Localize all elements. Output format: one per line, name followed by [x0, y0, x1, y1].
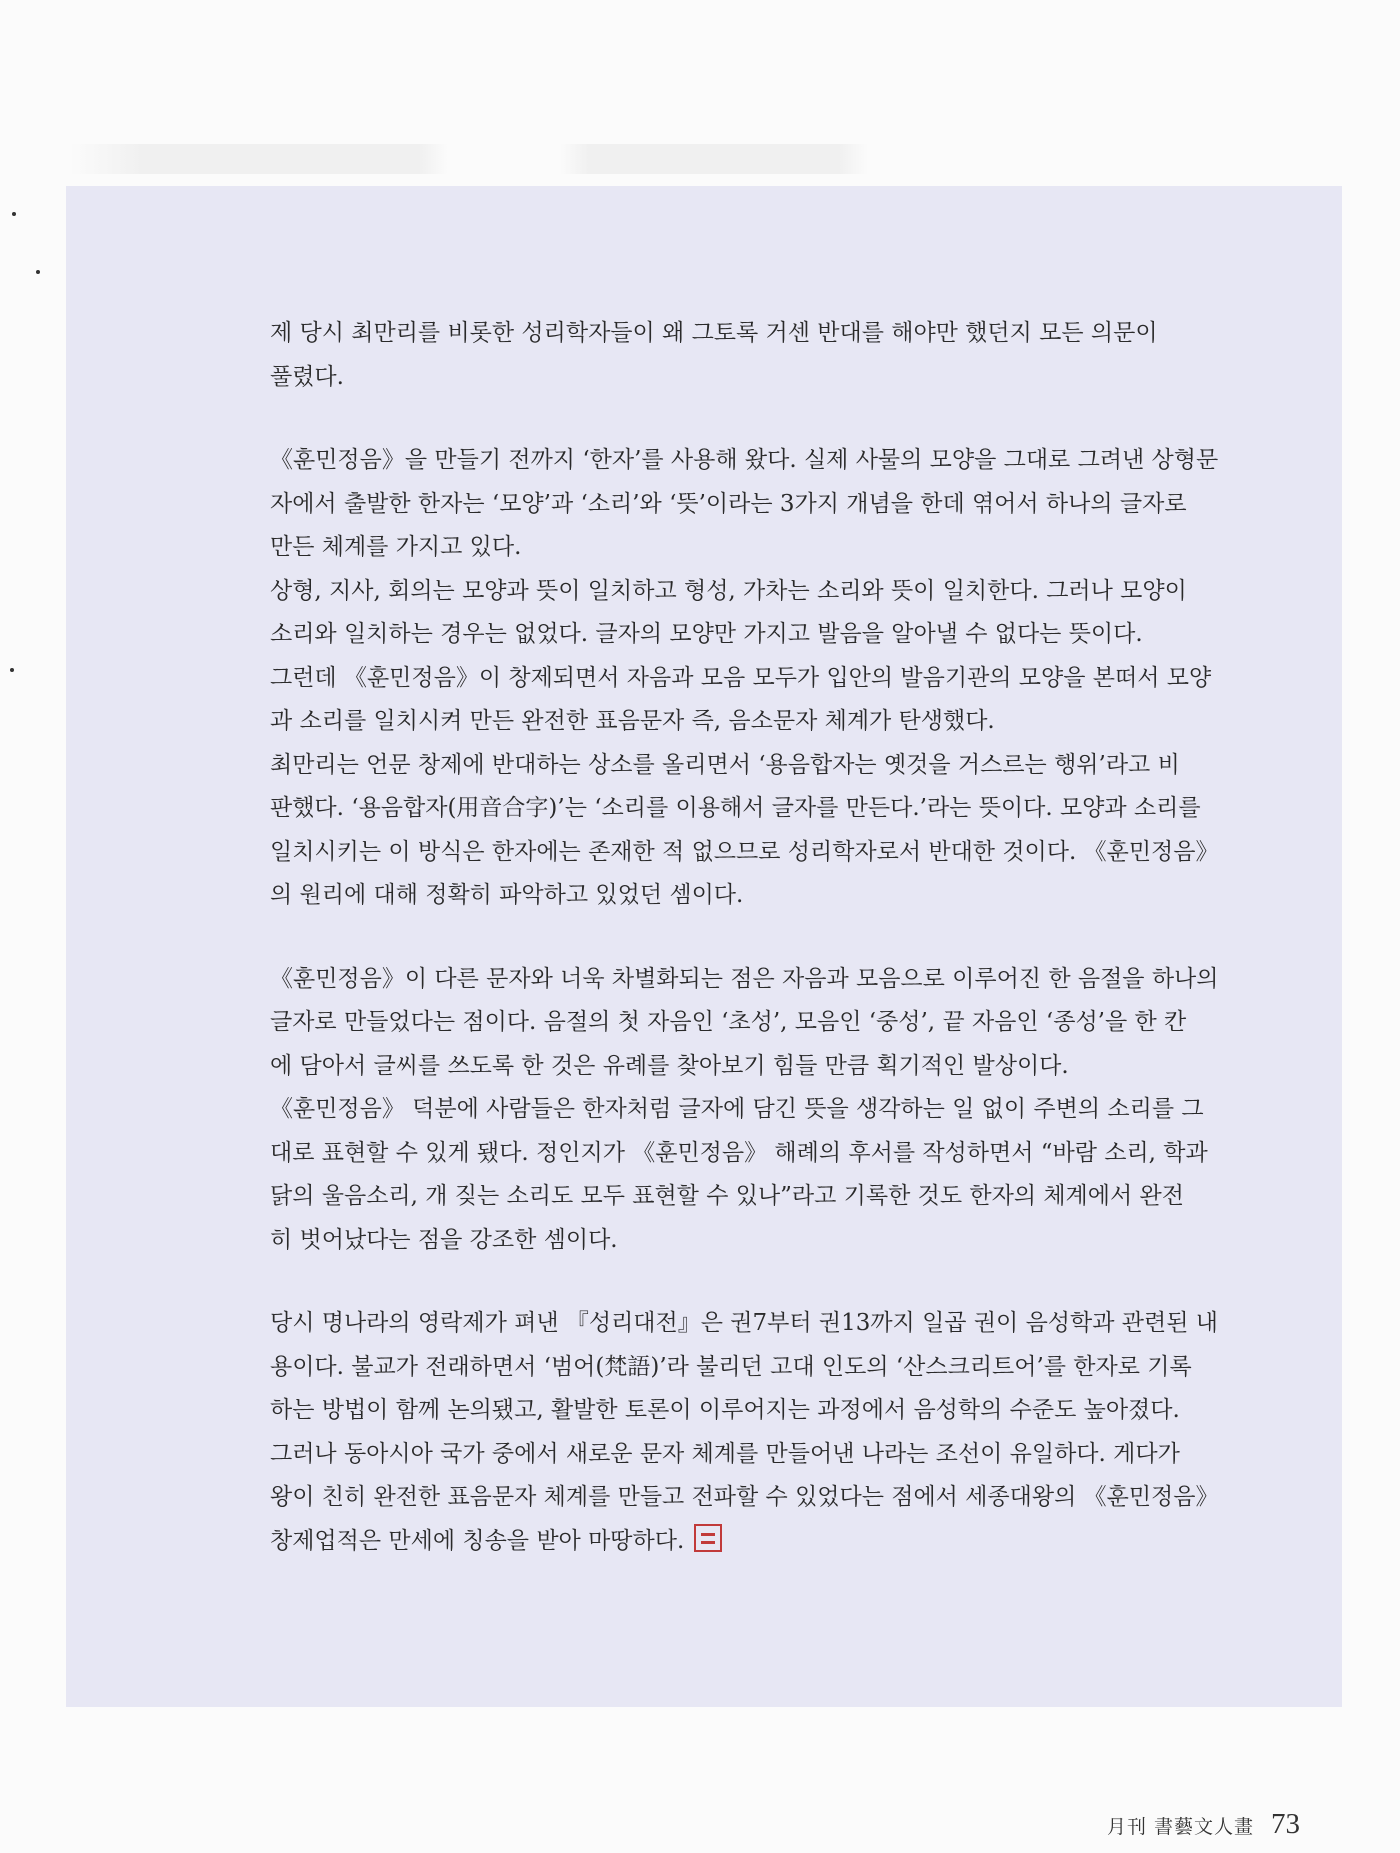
paragraph	[270, 958, 1256, 1263]
margin-mark	[10, 668, 14, 672]
page-number: 73	[1271, 1808, 1300, 1840]
publication-title: 月刊 書藝文人畫	[1106, 1816, 1254, 1838]
margin-mark	[36, 270, 40, 274]
text-line: 용이다. 불교가 전래하면서 ‘범어(梵語)’라 불리던 고대 인도의 ‘산스크리트어’를 한자로 기록	[270, 1353, 1192, 1380]
text-line: 판했다. ‘용음합자(用音合字)’는 ‘소리를 이용해서 글자를 만든다.’라는 뜻이다. 모양과 소리를	[270, 795, 1201, 821]
text-line: 만든 체계를 가지고 있다.	[270, 534, 522, 560]
margin-mark	[12, 212, 16, 216]
text-line: 풀렸다.	[270, 363, 344, 390]
text-line: 대로 표현할 수 있게 됐다. 정인지가 《훈민정음》 해례의 후서를 작성하면서 “바람 소리, 학과	[270, 1139, 1208, 1166]
text-line: 당시 명나라의 영락제가 펴낸 『성리대전』은 권7부터 권13까지 일곱 권이 음성학과 관련된 내	[270, 1310, 1218, 1336]
text-line: 최만리는 언문 창제에 반대하는 상소를 올리면서 ‘용음합자는 옛것을 거스르는 행위’라고 비	[270, 751, 1180, 778]
text-line: 그러나 동아시아 국가 중에서 새로운 문자 체계를 만들어낸 나라는 조선이 유일하다. 게다가	[270, 1440, 1180, 1467]
text-line: 자에서 출발한 한자는 ‘모양’과 ‘소리’와 ‘뜻’이라는 3가지 개념을 한데 엮어서 하나의 글자로	[270, 490, 1187, 517]
page-footer	[1107, 1808, 1300, 1841]
text-line: 히 벗어났다는 점을 강조한 셈이다.	[270, 1226, 618, 1253]
text-line: 그런데 《훈민정음》이 창제되면서 자음과 모음 모두가 입안의 발음기관의 모양을 본떠서 모양	[270, 664, 1212, 691]
article-body	[270, 312, 1256, 1603]
seal-icon	[694, 1524, 722, 1552]
text-line: 일치시키는 이 방식은 한자에는 존재한 적 없으므로 성리학자로서 반대한 것이다. 《훈민정음》	[270, 838, 1219, 865]
text-line: 에 담아서 글씨를 쓰도록 한 것은 유례를 찾아보기 힘들 만큼 획기적인 발상이다.	[270, 1052, 1069, 1079]
paragraph	[270, 312, 1256, 399]
text-line-content: 창제업적은 만세에 칭송을 받아 마땅하다.	[270, 1527, 685, 1554]
text-line: 소리와 일치하는 경우는 없었다. 글자의 모양만 가지고 발음을 알아낼 수 없다는 뜻이다.	[270, 621, 1143, 647]
text-line	[270, 1520, 1256, 1564]
text-line: 닭의 울음소리, 개 짖는 소리도 모두 표현할 수 있나”라고 기록한 것도 한자의 체계에서 완전	[270, 1183, 1184, 1209]
text-line: 《훈민정음》이 다른 문자와 너욱 차별화되는 점은 자음과 모음으로 이루어진 한 음절을 하나의	[270, 965, 1219, 992]
text-line: 글자로 만들었다는 점이다. 음절의 첫 자음인 ‘초성’, 모음인 ‘중성’, 끝 자음인 ‘종성’을 한 칸	[270, 1009, 1187, 1035]
text-line: 《훈민정음》을 만들기 전까지 ‘한자’를 사용해 왔다. 실제 사물의 모양을 그대로 그려낸 상형문	[270, 447, 1219, 473]
text-line: 왕이 친히 완전한 표음문자 체계를 만들고 전파할 수 있었다는 점에서 세종대왕의 《훈민정음》	[270, 1484, 1219, 1510]
paragraph	[270, 1302, 1256, 1563]
text-line: 의 원리에 대해 정확히 파악하고 있었던 셈이다.	[270, 882, 744, 908]
text-line: 하는 방법이 함께 논의됐고, 활발한 토론이 이루어지는 과정에서 음성학의 수준도 높아졌다.	[270, 1397, 1180, 1423]
text-line: 상형, 지사, 회의는 모양과 뜻이 일치하고 형성, 가차는 소리와 뜻이 일치한다. 그러나 모양이	[270, 577, 1187, 604]
text-line: 제 당시 최만리를 비롯한 성리학자들이 왜 그토록 거센 반대를 해야만 했던지 모든 의문이	[270, 320, 1158, 346]
show-through-heading	[0, 144, 1400, 174]
text-line: 과 소리를 일치시켜 만든 완전한 표음문자 즉, 음소문자 체계가 탄생했다.	[270, 708, 995, 734]
text-line: 《훈민정음》 덕분에 사람들은 한자처럼 글자에 담긴 뜻을 생각하는 일 없이 주변의 소리를 그	[270, 1096, 1204, 1122]
paragraph	[270, 439, 1256, 918]
